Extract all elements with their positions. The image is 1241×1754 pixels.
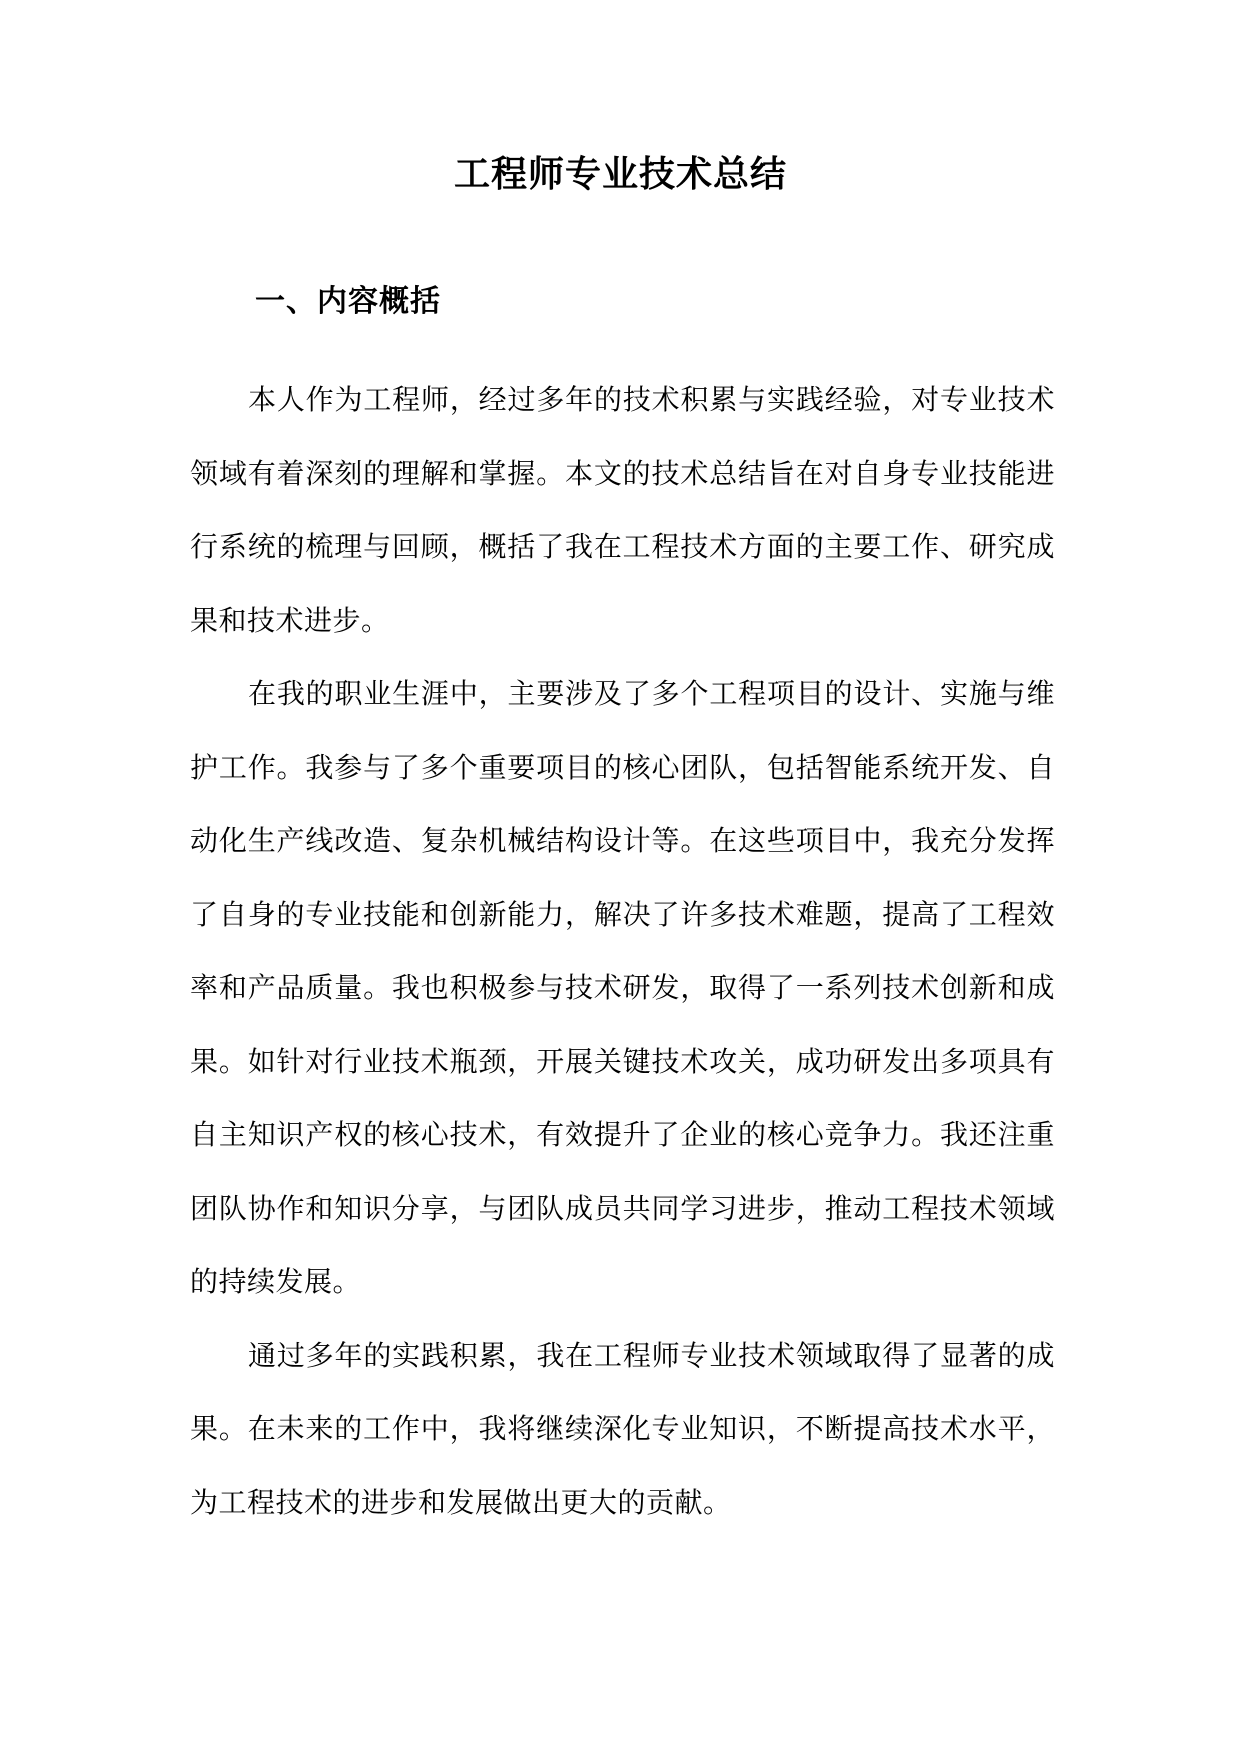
document-title: 工程师专业技术总结 <box>453 153 787 195</box>
document-body <box>190 363 1055 1539</box>
paragraph: 通过多年的实践积累，我在工程师专业技术领域取得了显著的成果。在未来的工作中，我将继续深化专业知识，不断提高技术水平，为工程技术的进步和发展做出更大的贡献。 <box>190 1338 1055 1519</box>
paragraph: 本人作为工程师，经过多年的技术积累与实践经验，对专业技术领域有着深刻的理解和掌握。本文的技术总结旨在对自身专业技能进行系统的梳理与回顾，概括了我在工程技术方面的主要工作、研究成果和技术进步。 <box>190 383 1055 637</box>
paragraph: 在我的职业生涯中，主要涉及了多个工程项目的设计、实施与维护工作。我参与了多个重要项目的核心团队，包括智能系统开发、自动化生产线改造、复杂机械结构设计等。在这些项目中，我充分发挥了自身的专业技能和创新能力，解决了许多技术难题，提高了工程效率和产品质量。我也积极参与技术研发，取得了一系列技术创新和成果。如针对行业技术瓶颈，开展关键技术攻关，成功研发出多项具有自主知识产权的核心技术，有效提升了企业的核心竞争力。我还注重团队协作和知识分享，与团队成员共同学习进步，推动工程技术领域的持续发展。 <box>190 677 1055 1298</box>
section-heading: 一、内容概括 <box>255 284 441 319</box>
